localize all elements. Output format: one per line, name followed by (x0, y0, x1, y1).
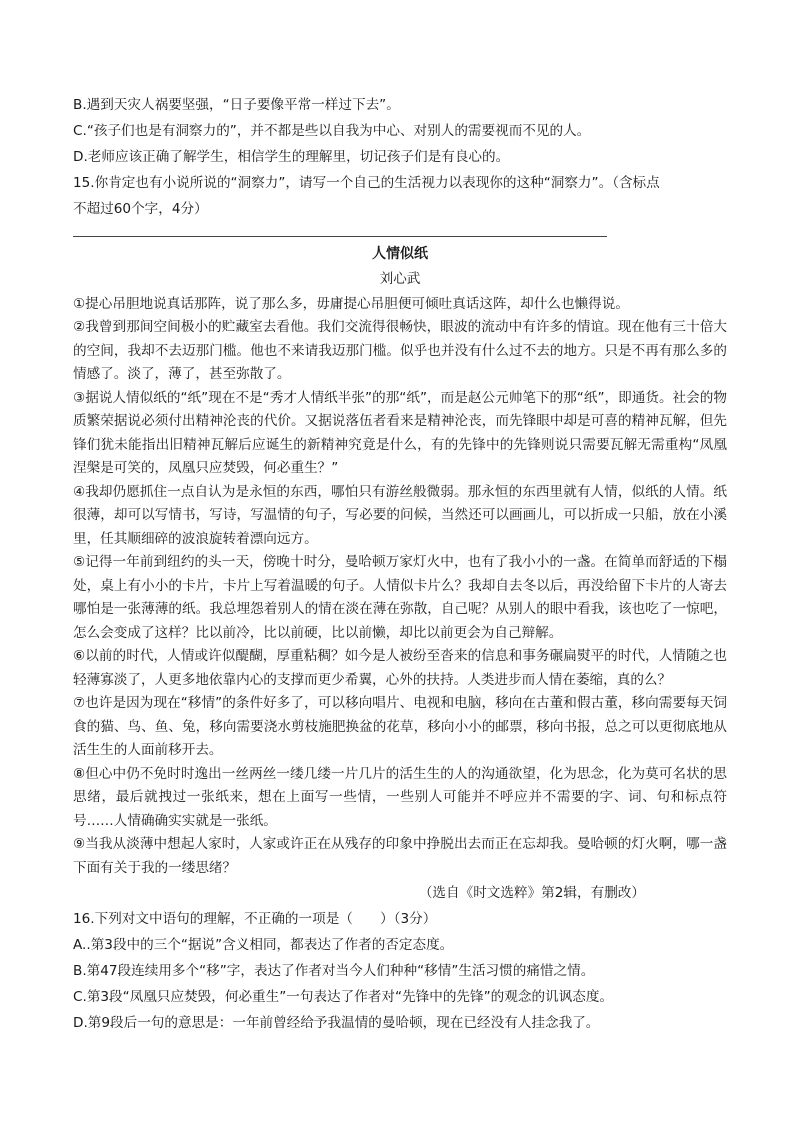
article-paragraph-9: ⑨当我从淡薄中想起人家时，人家或许正在从残存的印象中挣脱出去而正在忘却我。曼哈顿的灯火啊，哪一盏下面有关于我的一缕思绪？ (73, 836, 727, 876)
article-paragraph-6: ⑥以前的时代，人情或许似醍醐，厚重粘稠？如今是人被纷至沓来的信息和事务碾扁熨平的时代，人情随之也轻薄寡淡了，人更多地依靠内心的支撑而更少希翼，心外的扶持。人类进步而人情在萎缩，真的么？ (73, 648, 727, 688)
option-d-q14: D.老师应该正确了解学生，相信学生的理解里，切记孩子们是有良心的。 (73, 149, 510, 165)
question-16-option-c: C.第3段“凤凰只应焚毁，何必重生”一句表达了作者对“先锋中的先锋”的观念的讥讽态度。 (73, 989, 614, 1005)
article-paragraph-3: ③据说人情似纸的“纸”现在不是“秀才人情纸半张”的那“纸”，而是赵公元帅笔下的那“纸”，即通货。社会的物质繁荣据说必须付出精神沦丧的代价。又据说落伍者看来是精神沦丧，而先锋眼中却是可喜的精神瓦解，但先锋们犹未能指出旧精神瓦解后应诞生的新精神究竟是什么，有的先锋中的先锋则说只需要瓦解无需重构“凤凰涅槃是可笑的，凤凰只应焚毁，何必重生？” (73, 389, 727, 476)
article-title: 人情似纸 (372, 246, 428, 262)
option-c-q14: C.“孩子们也是有洞察力的”，并不都是些以自我为中心、对别人的需要视而不见的人。 (73, 123, 591, 139)
article-paragraph-7: ⑦也许是因为现在“移情”的条件好多了，可以移向唱片、电视和电脑，移向在古董和假古董，移向需要每天饲食的猫、鸟、鱼、兔，移向需要浇水剪枝施肥换盆的花草，移向小小的邮票，移向书报，总之可以更彻底地从活生生的人面前移开去。 (73, 695, 727, 758)
question-16-option-d: D.第9段后一句的意思是：一年前曾经给予我温情的曼哈顿，现在已经没有人挂念我了。 (73, 1015, 600, 1031)
article-paragraph-2: ②我曾到那间空间极小的贮藏室去看他。我们交流得很畅快，眼波的流动中有许多的情谊。现在他有三十倍大的空间，我却不去迈那门槛。他也不来请我迈那门槛。似乎也并没有什么过不去的地方。只是不再有那么多的情感了。淡了，薄了，甚至弥散了。 (73, 319, 727, 382)
article-paragraph-5: ⑤记得一年前到纽约的头一天，傍晚十时分，曼哈顿万家灯火中，也有了我小小的一盏。在简单而舒适的下榻处，桌上有小小的卡片，卡片上写着温暖的句子。人情似卡片么？我却自去冬以后，再没给留下卡片的人寄去哪怕是一张薄薄的纸。我总埋怨着别人的情在淡在薄在弥散，自己呢？从别人的眼中看我，该也吃了一惊吧，怎么会变成了这样？比以前冷，比以前硬，比以前懒，却比以前更会为自己辩解。 (73, 554, 727, 641)
question-15-line1: 15.你肯定也有小说所说的“洞察力”，请写一个自己的生活视力以表现你的这种“洞察力”。（含标点 (73, 175, 660, 191)
article-paragraph-1: ①提心吊胆地说真话那阵，说了那么多，毋庸提心吊胆便可倾吐真话这阵，却什么也懒得说。 (73, 295, 629, 312)
option-b-q14: B.遇到天灾人祸要坚强，“日子要像平常一样过下去”。 (73, 97, 400, 113)
article-author: 刘心武 (379, 270, 421, 287)
answer-line-divider (73, 236, 607, 237)
question-16-option-a: A..第3段中的三个“据说”含义相同，都表达了作者的否定态度。 (73, 937, 454, 953)
question-16-stem: 16.下列对文中语句的理解，不正确的一项是（ ）（3分） (73, 911, 437, 927)
question-16-option-b: B.第47段连续用多个“移”字，表达了作者对当今人们种种“移情”生活习惯的痛惜之情。 (73, 963, 595, 979)
question-15-line2: 不超过60个字，4分） (73, 201, 208, 217)
exam-page (73, 92, 727, 1036)
article-paragraph-4: ④我却仍愿抓住一点自认为是永恒的东西，哪怕只有游丝般微弱。那永恒的东西里就有人情，似纸的人情。纸很薄，却可以写情书，写诗，写温情的句子，写必要的问候，当然还可以画画儿，可以折成一只船，放在小溪里，任其顺细碎的波浪旋转着漂向远方。 (73, 483, 727, 547)
article-source: （选自《时文选粹》第2辑，有删改） (418, 885, 645, 901)
article-paragraph-8: ⑧但心中仍不免时时逸出一丝两丝一缕几缕一片几片的活生生的人的沟通欲望，化为思念，化为莫可名状的思思绪，最后就拽过一张纸来，想在上面写一些情，一些别人可能并不呼应并不需要的字、词、句和标点符号……人情确确实实就是一张纸。 (73, 765, 727, 829)
